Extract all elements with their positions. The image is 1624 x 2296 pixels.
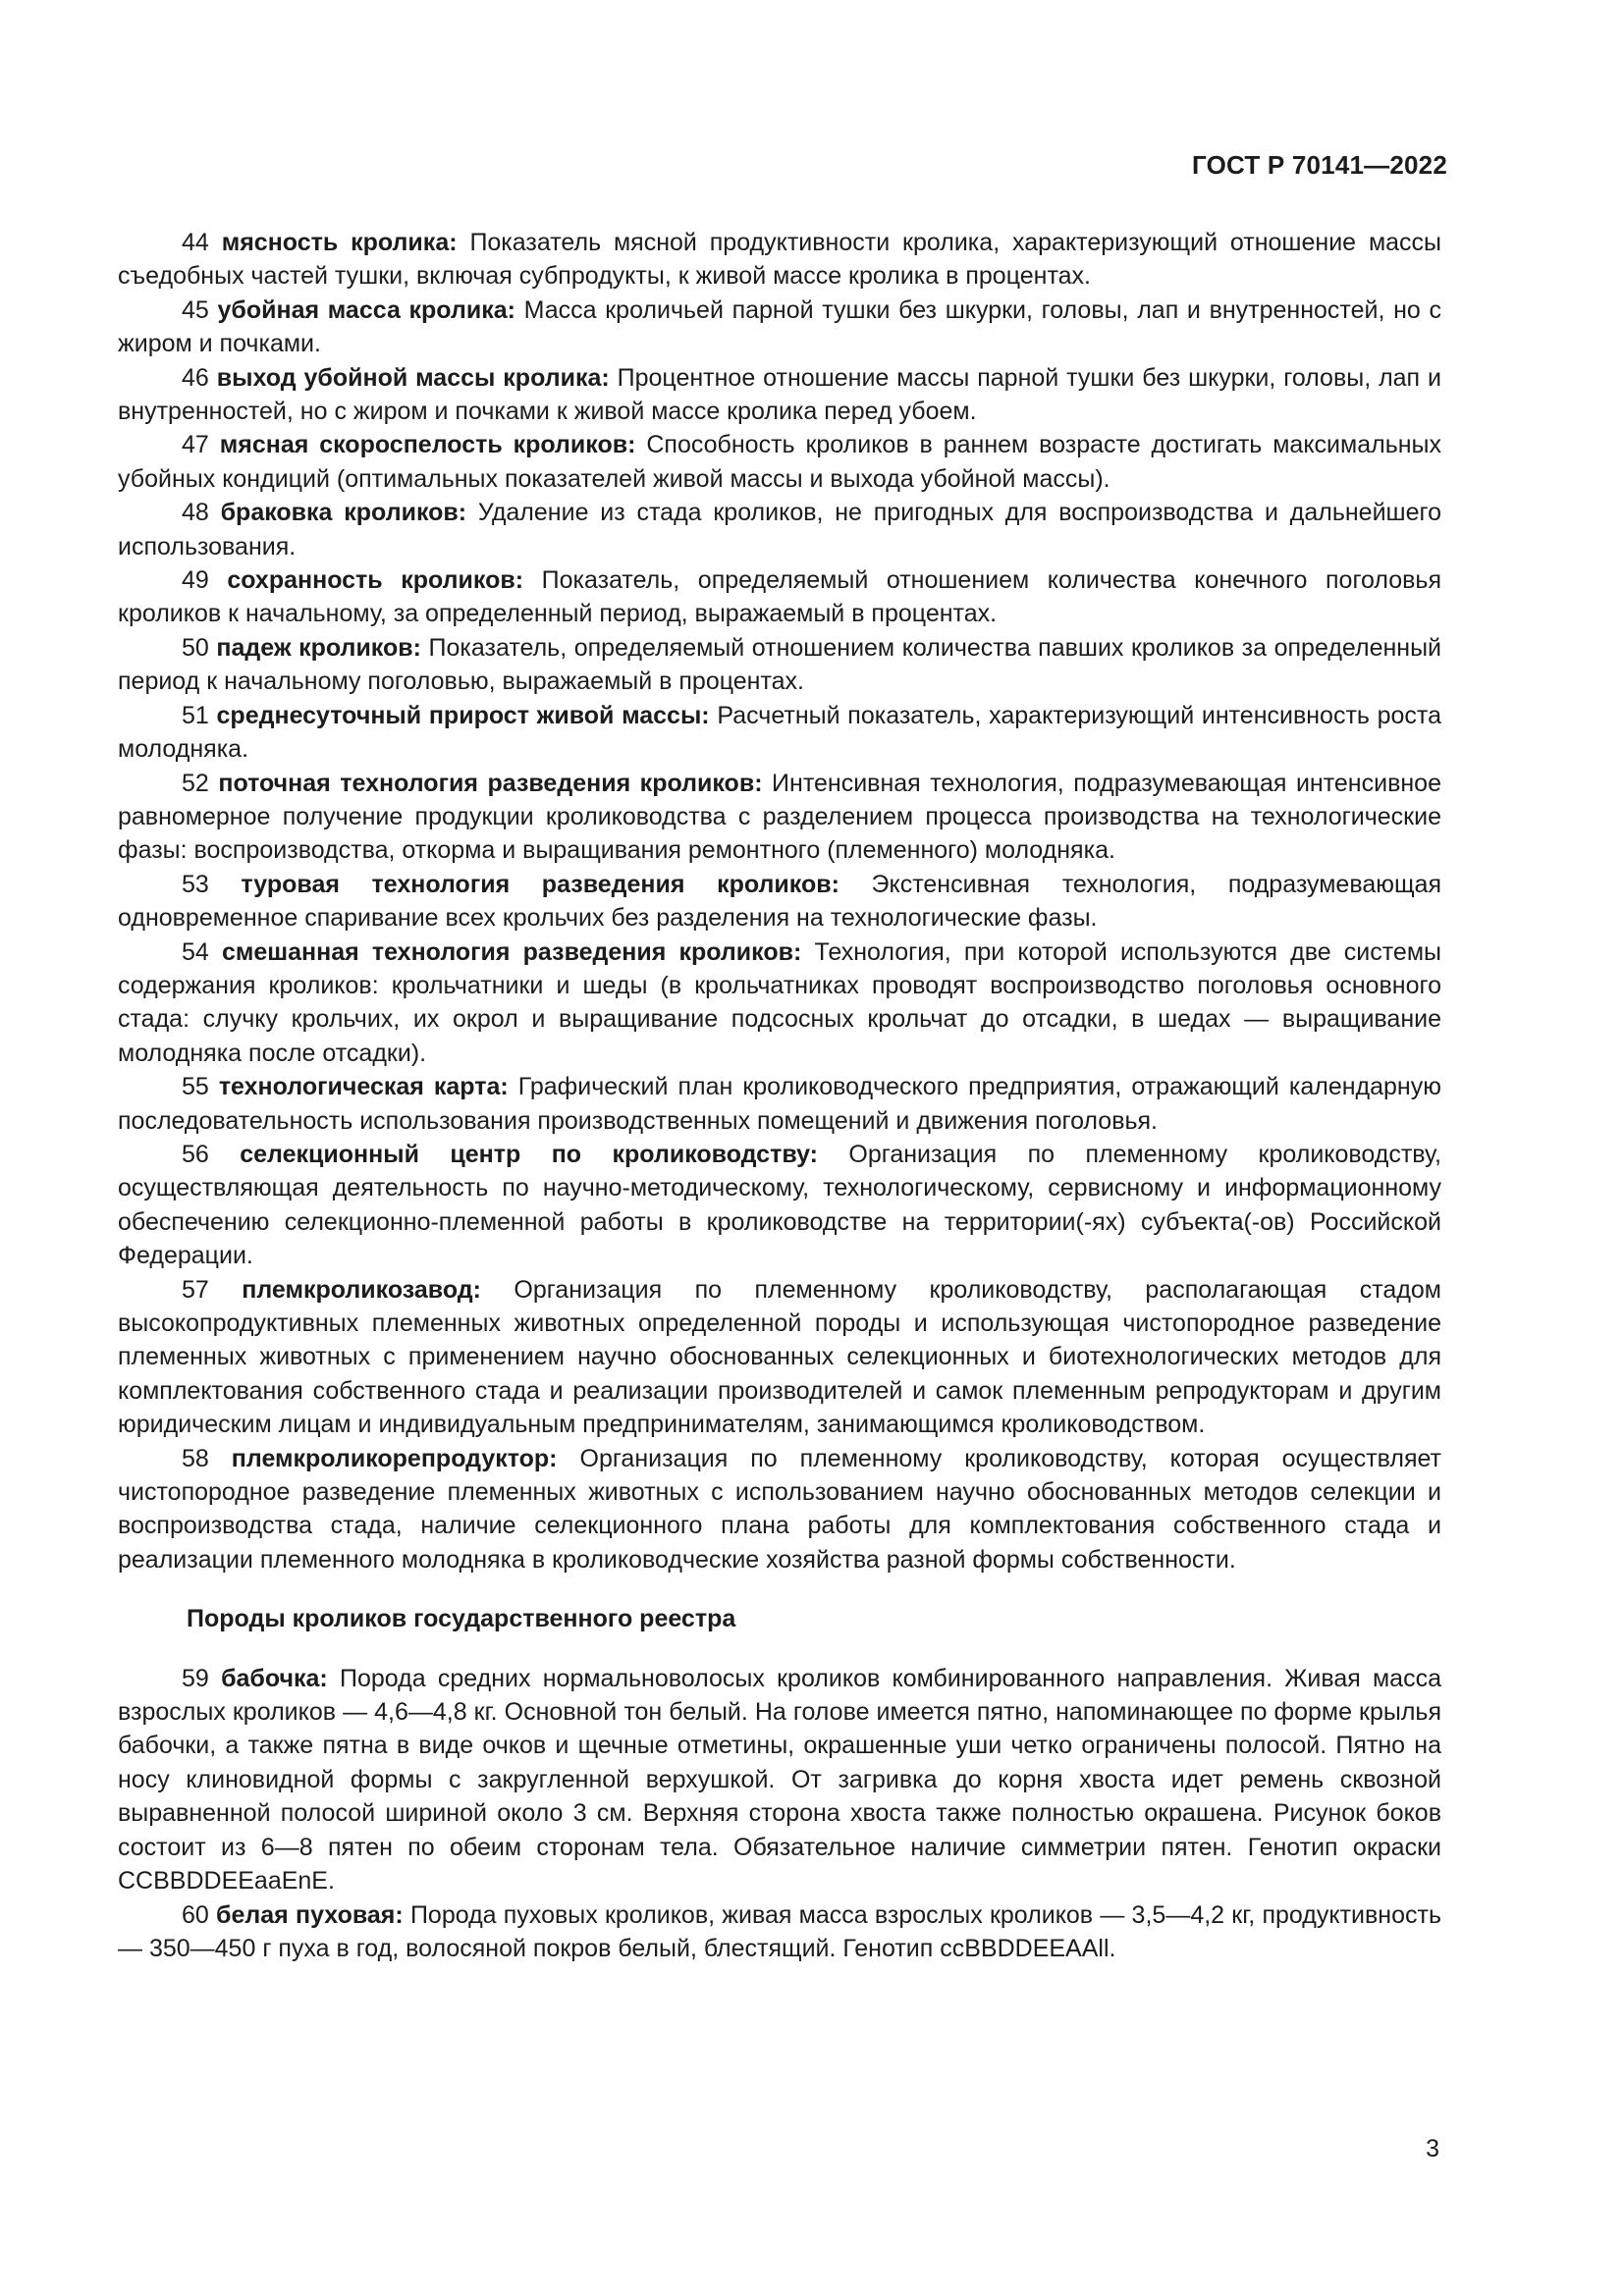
definition-entry — [118, 563, 1441, 631]
entry-number: 60 — [182, 1900, 209, 1929]
definition-entry — [118, 699, 1441, 767]
entry-term: среднесуточный прирост живой массы: — [216, 701, 710, 729]
entry-term: бабочка: — [221, 1664, 328, 1692]
entry-number: 58 — [182, 1444, 209, 1472]
entry-text: Масса кроличьей парной тушки без шкурки, головы, лап и внутренностей, но с жиром и почками. — [118, 295, 1441, 358]
entry-text: Организация по племенному кролиководству, которая осуществляет чистопородное разведение племенных животных с использованием научно обоснованных методов селекции и воспроизводства стада, наличие селекционного плана работы для комплектования собственного стада и реализации племенного молодняка в кролиководческие хозяйства разной формы собственности. — [118, 1444, 1442, 1574]
entry-text: Расчетный показатель, характеризующий интенсивность роста молодняка. — [118, 701, 1442, 764]
entry-term: белая пуховая: — [216, 1900, 404, 1929]
entry-term: падеж кроликов: — [216, 633, 421, 662]
entry-term: племкроликозавод: — [242, 1275, 481, 1304]
entry-number: 48 — [182, 499, 209, 527]
definition-entry — [118, 868, 1441, 935]
entry-term: убойная масса кролика: — [217, 295, 515, 324]
entry-number: 47 — [182, 431, 209, 459]
definition-entry — [118, 226, 1441, 294]
definition-entry — [118, 1898, 1441, 1966]
entry-text: Организация по племенному кролиководству, осуществляющая деятельность по научно-методическому, технологическому, сервисному и информационному обеспечению селекционно-племенной работы в кролиководстве на территории(-ях) субъекта(-ов) Российской Федерации. — [118, 1140, 1441, 1270]
entry-term: сохранность кроликов: — [227, 566, 524, 595]
entry-term: племкроликорепродуктор: — [231, 1444, 558, 1472]
entry-term: туровая технология разведения кроликов: — [241, 870, 839, 898]
definition-entry — [118, 361, 1441, 429]
definition-entry — [118, 1662, 1441, 1898]
entry-term: браковка кроликов: — [220, 499, 467, 527]
definition-entry — [118, 1273, 1441, 1442]
breeds-list — [118, 1662, 1441, 1966]
entry-text: Порода средних нормальноволосых кроликов комбинированного направления. Живая масса взрослых кроликов — 4,6—4,8 кг. Основной тон белый. На голове имеется пятно, напоминающее по форме крылья бабочки, а также пятна в виде очков и щечные отметины, окрашенные уши четко ограничены полосой. Пятно на носу клиновидной формы с закругленной верхушкой. От загривка до корня хвоста идет ремень сквозной выравненной полосой шириной около 3 см. Верхняя сторона хвоста также полностью окрашена. Рисунок боков состоит из 6—8 пятен по обеим сторонам тела. Обязательное наличие симметрии пятен. Генотип окраски CCBBDDEEaaEnE. — [118, 1664, 1441, 1896]
entry-number: 54 — [182, 937, 209, 966]
document-body — [118, 226, 1441, 1965]
definition-entry — [118, 428, 1441, 496]
page-number: 3 — [1426, 2135, 1439, 2163]
definition-entry — [118, 294, 1441, 361]
entry-number: 57 — [182, 1275, 209, 1304]
entry-term: технологическая карта: — [218, 1073, 509, 1101]
entry-text: Показатель, определяемый отношением количества павших кроликов за определенный период к начальному поголовью, выражаемый в процентах. — [118, 633, 1442, 696]
entry-number: 59 — [182, 1664, 209, 1692]
entry-text: Экстенсивная технология, подразумевающая одновременное спаривание всех крольчих без разделения на технологические фазы. — [118, 870, 1441, 933]
entry-text: Удаление из стада кроликов, не пригодных для воспроизводства и дальнейшего использования. — [118, 499, 1441, 561]
entry-number: 52 — [182, 769, 209, 797]
entry-number: 46 — [182, 363, 209, 392]
entry-term: мясность кролика: — [221, 229, 458, 256]
entry-term: выход убойной массы кролика: — [216, 363, 610, 392]
definition-entry — [118, 1138, 1441, 1273]
entry-text: Организация по племенному кролиководству, располагающая стадом высокопродуктивных племенных животных определенной породы и использующая чистопородное разведение племенных животных с применением научно обоснованных селекционных и биотехнологических методов для комплектования собственного стада и реализации производителей и самок племенным репродукторам и другим юридическим лицам и индивидуальным предпринимателям, занимающимся кролиководством. — [118, 1275, 1441, 1439]
entry-term: смешанная технология разведения кроликов: — [221, 937, 802, 966]
document-header: ГОСТ Р 70141—2022 — [1192, 150, 1447, 180]
entry-number: 50 — [182, 633, 209, 662]
entry-number: 51 — [182, 701, 209, 729]
entry-term: селекционный центр по кролиководству: — [240, 1140, 818, 1168]
entry-term: мясная скороспелость кроликов: — [219, 431, 636, 459]
entry-number: 53 — [182, 870, 209, 898]
entry-number: 56 — [182, 1140, 209, 1168]
definition-entry — [118, 767, 1441, 868]
entry-text: Интенсивная технология, подразумевающая интенсивное равномерное получение продукции кролиководства с разделением процесса производства на технологические фазы: воспроизводства, откорма и выращивания ремонтного (племенного) молодняка. — [118, 769, 1441, 865]
entry-number: 55 — [182, 1073, 209, 1101]
entry-number: 49 — [182, 566, 209, 595]
definition-entry — [118, 1070, 1441, 1138]
section-heading: Породы кроликов государственного реестра — [187, 1605, 736, 1633]
definition-entry — [118, 496, 1441, 563]
terms-list — [118, 226, 1441, 1576]
entry-text: Показатель мясной продуктивности кролика, характеризующий отношение массы съедобных частей тушки, включая субпродукты, к живой массе кролика в процентах. — [118, 229, 1441, 291]
entry-number: 45 — [182, 295, 209, 324]
entry-text: Показатель, определяемый отношением количества конечного поголовья кроликов к начальному, за определенный период, выражаемый в процентах. — [118, 566, 1441, 628]
definition-entry — [118, 1442, 1441, 1577]
entry-text: Порода пуховых кроликов, живая масса взрослых кроликов — 3,5—4,2 кг, продуктивность — 350—450 г пуха в год, волосяной покров белый, блестящий. Генотип ccBBDDEEAAll. — [118, 1900, 1441, 1962]
definition-entry — [118, 935, 1441, 1071]
definition-entry — [118, 631, 1441, 699]
entry-text: Технология, при которой используются две системы содержания кроликов: крольчатники и шеды (в крольчатниках проводят воспроизводство поголовья основного стада: случку крольчих, их окрол и выращивание подсосных крольчат до отсадки, в шедах — выращивание молодняка после отсадки). — [118, 937, 1441, 1067]
entry-term: поточная технология разведения кроликов: — [218, 769, 763, 797]
entry-text: Графический план кролиководческого предприятия, отражающий календарную последовательность использования производственных помещений и движения поголовья. — [118, 1073, 1441, 1135]
entry-number: 44 — [182, 229, 209, 256]
entry-text: Процентное отношение массы парной тушки без шкурки, головы, лап и внутренностей, но с жиром и почками к живой массе кролика перед убоем. — [118, 363, 1441, 426]
entry-text: Способность кроликов в раннем возрасте достигать максимальных убойных кондиций (оптимальных показателей живой массы и выхода убойной массы). — [118, 431, 1441, 493]
